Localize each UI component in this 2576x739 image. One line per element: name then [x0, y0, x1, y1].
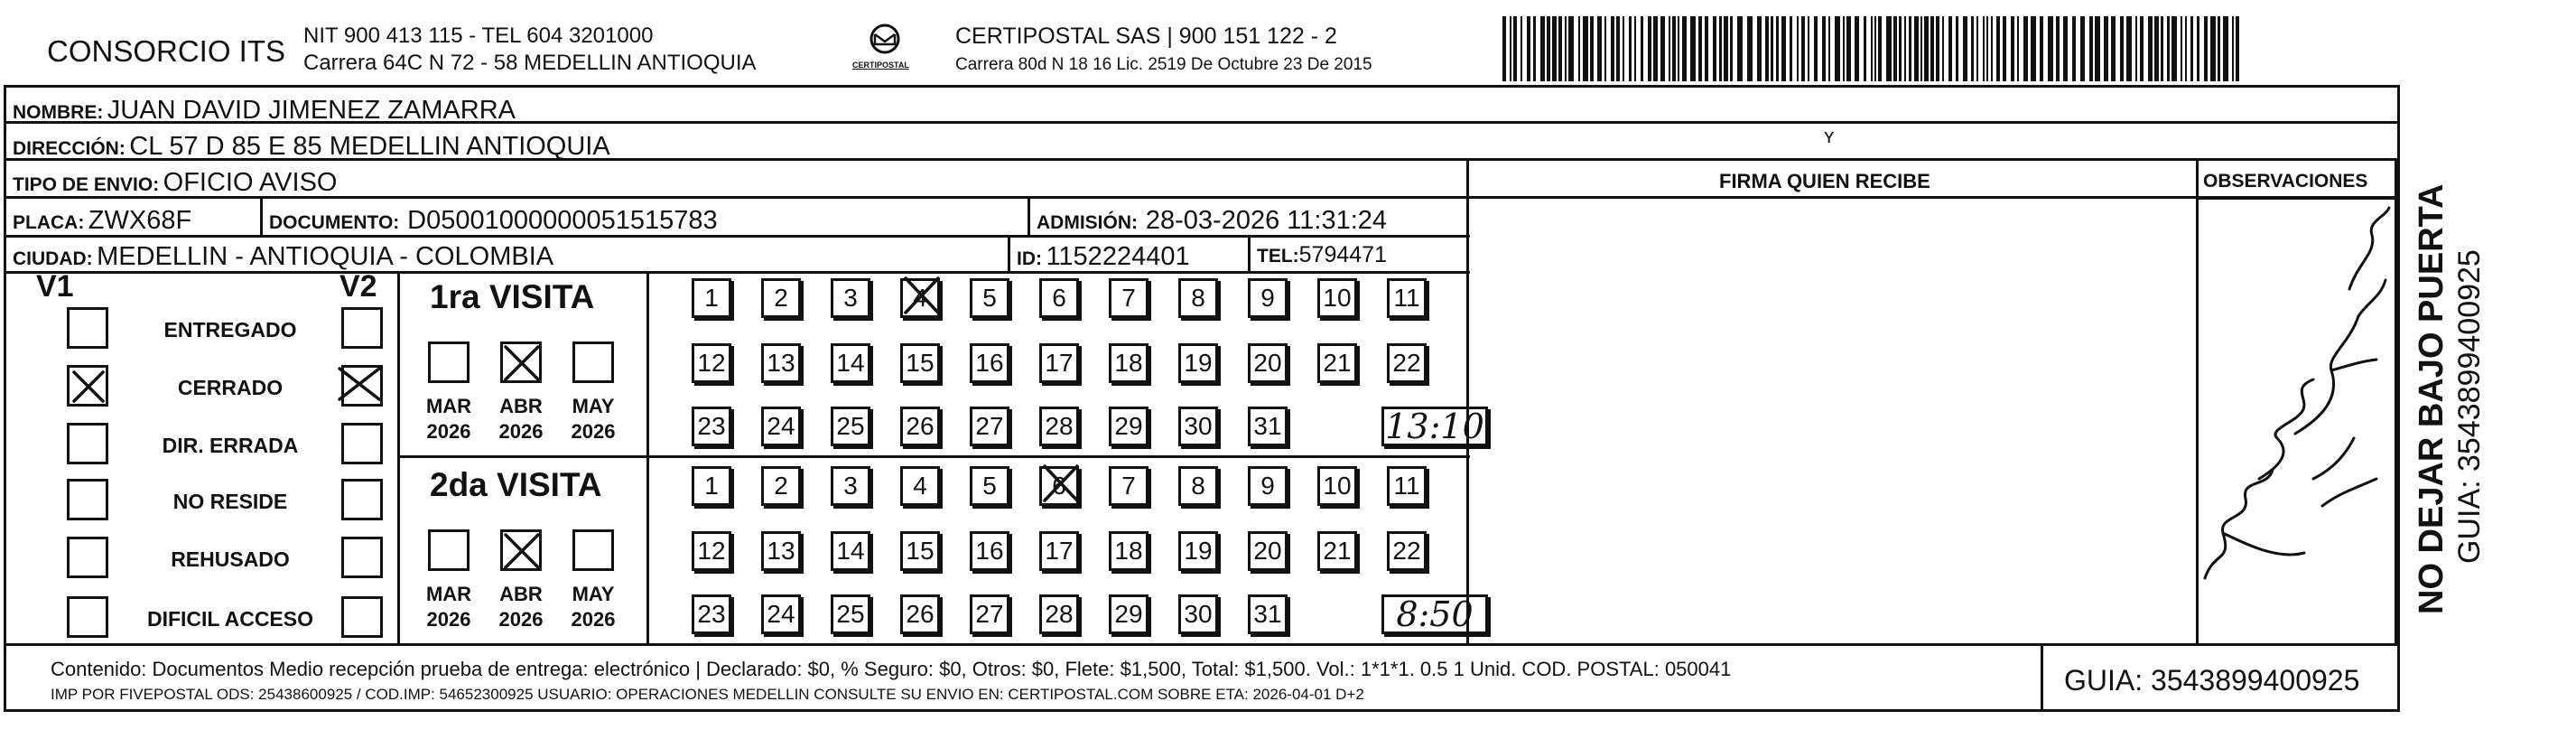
barcode-bar: [2210, 16, 2216, 81]
barcode-bar: [1540, 16, 1545, 81]
barcode-bar: [1705, 16, 1708, 81]
barcode-bar: [1942, 16, 1944, 81]
observaciones-label: OBSERVACIONES: [2203, 171, 2368, 192]
col-divider: [1248, 235, 1251, 273]
barcode-bar: [1719, 16, 1722, 81]
barcode-bar: [1510, 16, 1511, 81]
barcode-bar: [1893, 16, 1897, 81]
ciudad-label: CIUDAD: MEDELLIN - ANTIOQUIA - COLOMBIA: [13, 242, 554, 271]
barcode-bar: [1776, 16, 1779, 81]
tel-value: 5794471: [1298, 242, 1387, 267]
nombre-label: NOMBRE: JUAN DAVID JIMENEZ ZAMARRA: [13, 96, 516, 125]
day-box[interactable]: 31: [1248, 594, 1288, 634]
day-box[interactable]: 27: [970, 594, 1009, 634]
barcode-bar: [1797, 16, 1799, 81]
col-divider: [1466, 158, 1469, 646]
status-label: DIR. ERRADA: [162, 434, 299, 457]
barcode-bar: [1730, 16, 1733, 81]
barcode-bar: [2017, 16, 2019, 81]
day-box[interactable]: 16: [970, 531, 1009, 571]
month-label: MAR 2026: [425, 395, 472, 443]
status-v1-checkbox[interactable]: [67, 479, 108, 520]
barcode-bar: [1886, 16, 1892, 81]
status-v2-checkbox[interactable]: [341, 423, 383, 464]
barcode-bar: [1765, 16, 1769, 81]
visit1-title: 1ra VISITA: [430, 278, 595, 315]
barcode-bar: [1828, 16, 1830, 81]
month-label: MAR 2026: [425, 583, 472, 631]
barcode-bar: [1737, 16, 1743, 81]
company-nit: NIT 900 413 115 - TEL 604 3201000: [303, 23, 654, 48]
barcode-bar: [1971, 16, 1974, 81]
day-box[interactable]: 14: [831, 531, 870, 571]
barcode-bar: [2140, 16, 2144, 81]
day-box[interactable]: 4: [900, 466, 940, 506]
day-box[interactable]: 5: [970, 466, 1009, 506]
carrier-address: Carrera 80d N 18 16 Lic. 2519 De Octubre 23 De 2015: [955, 55, 1372, 74]
company-name: CONSORCIO ITS: [47, 34, 286, 68]
day-box[interactable]: 5: [970, 278, 1009, 318]
month-checkbox[interactable]: [572, 529, 614, 571]
barcode-bar: [2111, 16, 2116, 81]
status-label: ENTREGADO: [163, 318, 297, 341]
month-checkbox[interactable]: [428, 341, 470, 383]
barcode-bar: [1648, 16, 1651, 81]
barcode-bar: [2167, 16, 2170, 81]
visit-time-box[interactable]: 13:10: [1381, 407, 1488, 446]
day-box[interactable]: 12: [692, 343, 731, 383]
v2-label: V2: [339, 269, 377, 304]
day-box[interactable]: 21: [1317, 343, 1357, 383]
direccion-mark: ʏ: [1824, 125, 1835, 147]
barcode-bar: [1808, 16, 1809, 81]
day-box[interactable]: 24: [761, 594, 801, 634]
month-label: ABR 2026: [498, 395, 544, 443]
placa-value: ZWX68F: [88, 206, 192, 235]
barcode-bar: [1936, 16, 1939, 81]
placa-label: PLACA: ZWX68F: [13, 206, 192, 235]
barcode-bar: [1565, 16, 1567, 81]
imp-text: IMP POR FIVEPOSTAL ODS: 25438600925 / COD.IMP: 54652300925 USUARIO: OPERACIONES MEDELLIN CONSULTE SU ENVIO EN: CERTIPOSTAL.COM SOBRE ETA: 2026-04-01 D+2: [51, 686, 1364, 703]
barcode-bar: [1513, 16, 1517, 81]
day-box[interactable]: 9: [1248, 466, 1288, 506]
status-v1-checkbox[interactable]: [67, 537, 108, 578]
barcode-bar: [2011, 16, 2014, 81]
barcode-bar: [1533, 16, 1536, 81]
barcode-bar: [1641, 16, 1643, 81]
barcode-bar: [1991, 16, 1993, 81]
day-box[interactable]: 7: [1109, 278, 1149, 318]
barcode-bar: [2056, 16, 2060, 81]
documento-label: DOCUMENTO: D05001000000051515783: [269, 206, 718, 235]
direccion-value: CL 57 D 85 E 85 MEDELLIN ANTIOQUIA: [129, 132, 610, 161]
carrier-name: CERTIPOSTAL SAS | 900 151 122 - 2: [955, 23, 1337, 49]
day-box[interactable]: 6: [1039, 278, 1079, 318]
day-box[interactable]: 6: [1039, 466, 1079, 506]
barcode-bar: [1801, 16, 1805, 81]
day-box[interactable]: 23: [692, 594, 731, 634]
tipo-value: OFICIO AVISO: [163, 168, 338, 197]
barcode-bar: [1547, 16, 1550, 81]
side-guia: GUIA: 3543899400925: [2452, 249, 2487, 564]
barcode-bar: [2126, 16, 2132, 81]
visit1-day-mark: [902, 275, 942, 316]
barcode-bar: [2197, 16, 2199, 81]
month-label: MAY 2026: [571, 583, 616, 631]
barcode-bar: [1930, 16, 1934, 81]
barcode-bar: [1583, 16, 1588, 81]
day-box[interactable]: 22: [1387, 531, 1427, 571]
col-divider: [1028, 196, 1030, 238]
col-divider: [2395, 158, 2397, 646]
barcode-bar: [2181, 16, 2182, 81]
barcode-bar: [2232, 16, 2234, 81]
status-v2-checkbox[interactable]: [341, 479, 383, 520]
day-box[interactable]: 9: [1248, 278, 1288, 318]
barcode-bar: [1956, 16, 1958, 81]
col-divider: [1008, 235, 1010, 273]
barcode-bar: [2095, 16, 2100, 81]
barcode-bar: [1568, 16, 1574, 81]
month-checkbox[interactable]: [572, 341, 614, 383]
barcode-bar: [2120, 16, 2124, 81]
day-box[interactable]: 19: [1178, 531, 1218, 571]
barcode-bar: [2148, 16, 2153, 81]
day-box[interactable]: 30: [1178, 407, 1218, 446]
barcode-bar: [1690, 16, 1696, 81]
barcode-bar: [1527, 16, 1530, 81]
barcode-bar: [1899, 16, 1902, 81]
barcode-bar: [1909, 16, 1911, 81]
day-box[interactable]: 16: [970, 343, 1009, 383]
firma-label: FIRMA QUIEN RECIBE: [1719, 170, 1930, 192]
day-box[interactable]: 26: [900, 594, 940, 634]
barcode-bar: [2154, 16, 2159, 81]
barcode-bar: [1747, 16, 1753, 81]
barcode-bar: [2204, 16, 2208, 81]
barcode-bar: [1672, 16, 1676, 81]
tipo-label: TIPO DE ENVIO: OFICIO AVISO: [13, 168, 338, 197]
documento-value: D05001000000051515783: [407, 206, 718, 235]
v2-cerrado-mark: [336, 365, 383, 403]
barcode-bar: [2161, 16, 2163, 81]
day-box[interactable]: 23: [692, 407, 731, 446]
barcode-bar: [2080, 16, 2085, 81]
barcode-bar: [1623, 16, 1624, 81]
day-box[interactable]: 12: [692, 531, 731, 571]
ciudad-value: MEDELLIN - ANTIOQUIA - COLOMBIA: [97, 242, 554, 271]
day-box[interactable]: 25: [831, 407, 870, 446]
day-box[interactable]: 22: [1387, 343, 1427, 383]
day-box[interactable]: 2: [761, 466, 801, 506]
col-divider: [2041, 643, 2043, 712]
month-label: MAY 2026: [571, 395, 616, 443]
barcode-bar: [1713, 16, 1716, 81]
visit1-month-mark: [502, 343, 542, 383]
admision-label: ADMISIÓN: 28-03-2026 11:31:24: [1037, 206, 1388, 235]
barcode-bar: [1634, 16, 1636, 81]
barcode-bar: [2089, 16, 2093, 81]
barcode-bar: [1698, 16, 1702, 81]
col-divider: [646, 271, 649, 645]
barcode-bar: [1904, 16, 1906, 81]
day-box[interactable]: 31: [1248, 407, 1288, 446]
barcode-bar: [2048, 16, 2053, 81]
barcode-bar: [1604, 16, 1606, 81]
barcode-bar: [1611, 16, 1614, 81]
tel-label: TEL:5794471: [1257, 242, 1387, 267]
barcode-bar: [1855, 16, 1859, 81]
day-box[interactable]: 10: [1317, 278, 1357, 318]
barcode-bar: [2190, 16, 2193, 81]
day-box[interactable]: 29: [1109, 407, 1149, 446]
day-box[interactable]: 28: [1039, 407, 1079, 446]
status-label: CERRADO: [177, 376, 284, 399]
nombre-value: JUAN DAVID JIMENEZ ZAMARRA: [107, 96, 516, 125]
barcode-bar: [2023, 16, 2028, 81]
col-divider: [260, 196, 263, 238]
visit2-month-mark: [502, 531, 542, 571]
status-v1-checkbox[interactable]: [67, 423, 108, 464]
day-box[interactable]: 8: [1178, 278, 1218, 318]
barcode-bar: [2135, 16, 2137, 81]
visit-divider: [397, 455, 1470, 458]
day-box[interactable]: 13: [761, 531, 801, 571]
day-box[interactable]: 3: [831, 278, 870, 318]
day-box[interactable]: 18: [1109, 531, 1149, 571]
day-box[interactable]: 24: [761, 407, 801, 446]
v1-label: V1: [36, 269, 74, 304]
barcode-bar: [2072, 16, 2076, 81]
day-box[interactable]: 18: [1109, 343, 1149, 383]
barcode-bar: [1822, 16, 1826, 81]
status-v2-checkbox[interactable]: [341, 537, 383, 578]
barcode-bar: [1864, 16, 1866, 81]
day-box[interactable]: 20: [1248, 531, 1288, 571]
id-value: 1152224401: [1046, 242, 1190, 271]
barcode-bar: [1996, 16, 2000, 81]
barcode-bar: [1871, 16, 1873, 81]
barcode-bar: [1678, 16, 1679, 81]
day-box[interactable]: 11: [1387, 278, 1427, 318]
barcode-bar: [2040, 16, 2043, 81]
barcode-bar: [1682, 16, 1687, 81]
barcode-bar: [2031, 16, 2036, 81]
status-v2-checkbox[interactable]: [341, 307, 383, 349]
barcode-bar: [1653, 16, 1658, 81]
barcode-bar: [1790, 16, 1792, 81]
v1-cerrado-mark: [70, 369, 107, 405]
id-label: ID: 1152224401: [1017, 242, 1190, 271]
barcode-bar: [2185, 16, 2187, 81]
month-checkbox[interactable]: [428, 529, 470, 571]
day-box[interactable]: 2: [761, 278, 801, 318]
day-box[interactable]: 15: [900, 343, 940, 383]
day-box[interactable]: 17: [1039, 531, 1079, 571]
barcode-bar: [1781, 16, 1786, 81]
day-box[interactable]: 15: [900, 531, 940, 571]
day-box[interactable]: 20: [1248, 343, 1288, 383]
day-box[interactable]: 4: [900, 278, 940, 318]
barcode-bar: [1502, 16, 1506, 81]
barcode-bar: [1914, 16, 1919, 81]
admision-value: 28-03-2026 11:31:24: [1145, 206, 1388, 235]
day-box[interactable]: 25: [831, 594, 870, 634]
day-box[interactable]: 7: [1109, 466, 1149, 506]
day-box[interactable]: 13: [761, 343, 801, 383]
barcode-bar: [1520, 16, 1522, 81]
visit-time-box[interactable]: 8:50: [1381, 594, 1488, 634]
barcode-bar: [1963, 16, 1967, 81]
barcode-bar: [2003, 16, 2006, 81]
day-box[interactable]: 30: [1178, 594, 1218, 634]
barcode-bar: [1986, 16, 1988, 81]
visit2-day-mark: [1041, 463, 1081, 504]
status-label: REHUSADO: [171, 547, 290, 571]
certipostal-logo: [840, 23, 930, 74]
barcode-bar: [1724, 16, 1728, 81]
no-dejar-warning: NO DEJAR BAJO PUERTA: [2413, 183, 2450, 614]
barcode-bar: [1924, 16, 1929, 81]
barcode-bar: [1976, 16, 1978, 81]
barcode-bar: [1558, 16, 1562, 81]
day-box[interactable]: 27: [970, 407, 1009, 446]
barcode-bar: [1948, 16, 1952, 81]
barcode-bar: [1814, 16, 1818, 81]
barcode: [1502, 16, 2243, 81]
direccion-label: DIRECCIÓN: CL 57 D 85 E 85 MEDELLIN ANTIOQUIA: [13, 132, 610, 161]
barcode-bar: [1597, 16, 1602, 81]
col-divider: [397, 271, 400, 645]
barcode-bar: [1590, 16, 1594, 81]
barcode-bar: [2236, 16, 2239, 81]
barcode-bar: [1771, 16, 1773, 81]
day-box[interactable]: 29: [1109, 594, 1149, 634]
barcode-bar: [2218, 16, 2220, 81]
day-box[interactable]: 26: [900, 407, 940, 446]
barcode-bar: [1846, 16, 1851, 81]
status-v2-checkbox[interactable]: [341, 596, 383, 638]
day-box[interactable]: 21: [1317, 531, 1357, 571]
recipient-signature: [2196, 208, 2395, 587]
logo-text: CERTIPOSTAL: [852, 61, 909, 70]
barcode-bar: [2104, 16, 2108, 81]
day-box[interactable]: 10: [1317, 466, 1357, 506]
barcode-bar: [1983, 16, 1985, 81]
barcode-bar: [1843, 16, 1845, 81]
barcode-bar: [2171, 16, 2177, 81]
status-label: DIFICIL ACCESO: [146, 607, 313, 631]
day-box[interactable]: 1: [692, 466, 731, 506]
obs-divider: [2196, 197, 2396, 200]
day-box[interactable]: 14: [831, 343, 870, 383]
barcode-bar: [1552, 16, 1557, 81]
barcode-bar: [2223, 16, 2228, 81]
month-label: ABR 2026: [498, 583, 544, 631]
company-address: Carrera 64C N 72 - 58 MEDELLIN ANTIOQUIA: [303, 51, 757, 75]
day-box[interactable]: 11: [1387, 466, 1427, 506]
barcode-bar: [1629, 16, 1632, 81]
barcode-bar: [1757, 16, 1762, 81]
day-box[interactable]: 19: [1178, 343, 1218, 383]
barcode-bar: [1578, 16, 1580, 81]
day-box[interactable]: 8: [1178, 466, 1218, 506]
barcode-bar: [1669, 16, 1670, 81]
footer-guia: GUIA: 3543899400925: [2064, 664, 2360, 697]
day-box[interactable]: 1: [692, 278, 731, 318]
visit2-title: 2da VISITA: [430, 466, 602, 503]
barcode-bar: [1874, 16, 1876, 81]
barcode-bar: [1616, 16, 1620, 81]
envelope-seal-icon: [867, 23, 903, 56]
day-box[interactable]: 17: [1039, 343, 1079, 383]
day-box[interactable]: 28: [1039, 594, 1079, 634]
status-label: NO RESIDE: [172, 490, 288, 513]
barcode-bar: [1878, 16, 1882, 81]
status-v1-checkbox[interactable]: [67, 307, 108, 349]
barcode-bar: [1920, 16, 1922, 81]
barcode-bar: [2063, 16, 2068, 81]
status-v1-checkbox[interactable]: [67, 596, 108, 638]
barcode-bar: [1835, 16, 1840, 81]
day-box[interactable]: 3: [831, 466, 870, 506]
barcode-bar: [1660, 16, 1665, 81]
contenido-text: Contenido: Documentos Medio recepción prueba de entrega: electrónico | Declarado: $0, % Seguro: $0, Otros: $0, Flete: $1,500, Total: $1,500. Vol.: 1*1*1. 0.5 1 Unid. COD. POSTAL: 050041: [51, 658, 1732, 680]
